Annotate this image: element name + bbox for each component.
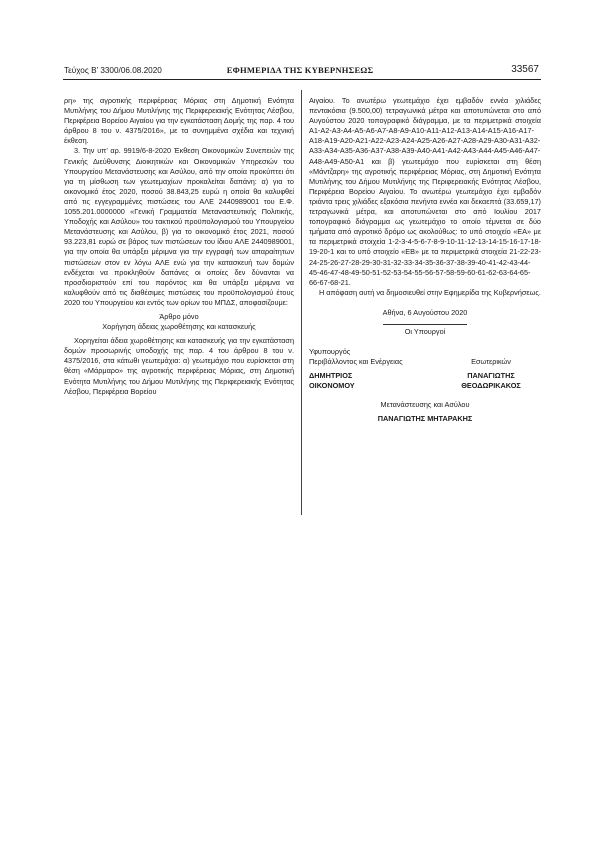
signature-title: Υφυπουργός [309,347,351,357]
gazette-title: ΕΦΗΜΕΡΙΔΑ ΤΗΣ ΚΥΒΕΡΝΗΣΕΩΣ [226,65,374,75]
paragraph-continuation: ρη» της αγροτικής περιφέρειας Μόριας στη Δημοτική Ενότητα Μυτιλήνης του Δήμου Μυτιλήνης της Περιφερειακής Ενότητας Λέσβου, Περιφέρεια Βορείου Αιγαίου για την εγκατάσταση Δομής της παρ. 4 του άρθρου 8 του ν. 4375/2016», με τα συνημμένα σχέδια και τεχνική έκθεση. [64,96,294,146]
signature-name: ΠΑΝΑΓΙΩΤΗΣ [467,371,515,381]
signature-name: ΘΕΟΔΩΡΙΚΑΚΟΣ [461,380,521,390]
signature-title: Εσωτερικών [471,357,511,367]
signature-title: Περιβάλλοντος και Ενέργειας [309,357,403,367]
header-rule [63,79,541,80]
paragraph-plots: Αιγαίου. Το ανωτέρω γεωτεμάχιο έχει εμβαδόν εννέα χιλιάδες πεντακόσια (9.500,00) τετραγωνικά μέτρα και αποτυπώνεται στο από Αυγούστου 2020 τοπογραφικό διάγραμμα, με τα περιμετρικά στοιχεία Α1-Α2-Α3-Α4-Α5-Α6-Α7-Α8-Α9-Α10-Α11-Α12-Α13-Α14-Α15-Α16-Α17-Α18-Α19-Α20-Α21-Α22-Α23-Α24-Α25-Α26-Α27-Α28-Α29-Α30-Α31-Α32-Α33-Α34-Α35-Α36-Α37-Α38-Α39-Α40-Α41-Α42-Α43-Α44-Α45-Α46-Α47-Α48-Α49-Α50-Α1 και β) γεωτεμάχιο που ευρίσκεται στη θέση «Μάντζαρη» της αγροτικής περιφέρειας Μόριας, στη Δημοτική Ενότητα Μυτιλήνης του Δήμου Μυτιλήνης της Περιφερειακής Ενότητας Λέσβου, Περιφέρεια Βορείου Αιγαίου. Το ανωτέρω γεωτεμάχιο έχει εμβαδόν τριάντα τρεις χιλιάδες εξακόσια πενήντα εννέα και δεκαεπτά (33.659,17) τετραγωνικά μέτρα, και αποτυπώνεται στο από Ιουλίου 2017 τοπογραφικό διάγραμμα ως γεωτεμάχιο το οποίο τέμνεται σε δύο τμήματα από αγροτικό δρόμο ως ακολούθως: το υπό στοιχείο «ΕΑ» με τα περιμετρικά στοιχεία 1-2-3-4-5-6-7-8-9-10-11-12-13-14-15-16-17-18-19-20-1 και το υπό στοιχείο «ΕΒ» με τα περιμετρικά στοιχεία 21-22-23-24-25-26-27-28-29-30-31-32-33-34-35-36-37-38-39-40-41-42-43-44-45-46-47-48-49-50-51-52-53-54-55-56-57-58-59-60-61-62-63-64-65-66-67-68-21. [309,96,541,287]
signature-title: Μετανάστευσης και Ασύλου [380,400,470,410]
ministers-label: Οι Υπουργοί [383,324,468,337]
signature-name: ΟΙΚΟΝΟΜΟΥ [309,380,355,390]
signature-name: ΠΑΝΑΓΙΩΤΗΣ ΜΗΤΑΡΑΚΗΣ [377,414,473,424]
issue-reference: Τεύχος Β’ 3300/06.08.2020 [64,66,162,75]
signature-environment [309,347,427,390]
signature-interior [441,347,541,390]
article-subtitle: Χορήγηση άδειας χωροθέτησης και κατασκευής [102,322,256,332]
page-number: 33567 [511,64,539,75]
paragraph-publication: Η απόφαση αυτή να δημοσιευθεί στην Εφημερίδα της Κυβερνήσεως. [319,287,541,297]
paragraph-permit: Χορηγείται άδεια χωροθέτησης και κατασκευής για την εγκατάσταση δομών προσωρινής υποδοχής της παρ. 4 του άρθρου 8 του ν. 4375/2016, στα κάτωθι γεωτεμάχια: α) γεωτεμάχιο που ευρίσκεται στη θέση «Μάρμαρο» της αγροτικής περιφέρειας Μόριας, στη Δημοτική Ενότητα Μυτιλήνης του Δήμου Μυτιλήνης της Περιφερειακής Ενότητας Λέσβου, Περιφέρεια Βορείου [64,336,294,396]
left-column [64,96,294,397]
place-date: Αθήνα, 6 Αυγούστου 2020 [382,307,468,317]
column-divider [301,90,302,515]
signature-name: ΔΗΜΗΤΡΙΟΣ [309,371,353,381]
signature-migration [309,400,541,424]
paragraph-economic-report: 3. Την υπ’ αρ. 9919/6-8-2020 Έκθεση Οικονομικών Συνεπειών της Γενικής Διεύθυνσης Διοικητικών και Οικονομικών Υπηρεσιών του Υπουργείου Μετανάστευσης και Ασύλου, από την οποία προκύπτει ότι για τη μίσθωση των γεωτεμαχίων προκαλείται δαπάνη: α) για το οικονομικό έτος 2020, ποσού 38.843,25 ευρώ η οποία θα καλυφθεί από τις εγγεγραμμένες πιστώσεις του ΑΛΕ 2440989001 του Ε.Φ. 1055.201.0000000 «Γενική Γραμματεία Μεταναστευτικής Πολιτικής, Υποδοχής και Ασύλου» του τακτικού προϋπολογισμού του Υπουργείου Μετανάστευσης και Ασύλου, β) για το οικονομικό έτος 2021, ποσού 93.223,81 ευρώ σε βάρος των πιστώσεων του ίδιου ΑΛΕ 2440989001, για την οποία θα υπάρξει μέριμνα για την εγγραφή των απαραίτητων πιστώσεων στον εν λόγω ΑΛΕ ενώ για την κατασκευή των δομών ενδέχεται να προκληθούν δαπάνες οι οποίες δεν δύνανται να προσδιοριστούν επί του παρόντος και θα υπάρξει μέριμνα να καλυφθούν από τις διαθέσιμες πιστώσεις του προϋπολογισμού έτους 2020 του Υπουργείου και εντός των ορίων του ΜΠΔΣ, αποφασίζουμε: [64,146,294,307]
article-title: Άρθρο μόνο [159,311,199,321]
right-column [309,96,541,424]
signatures [309,347,541,390]
